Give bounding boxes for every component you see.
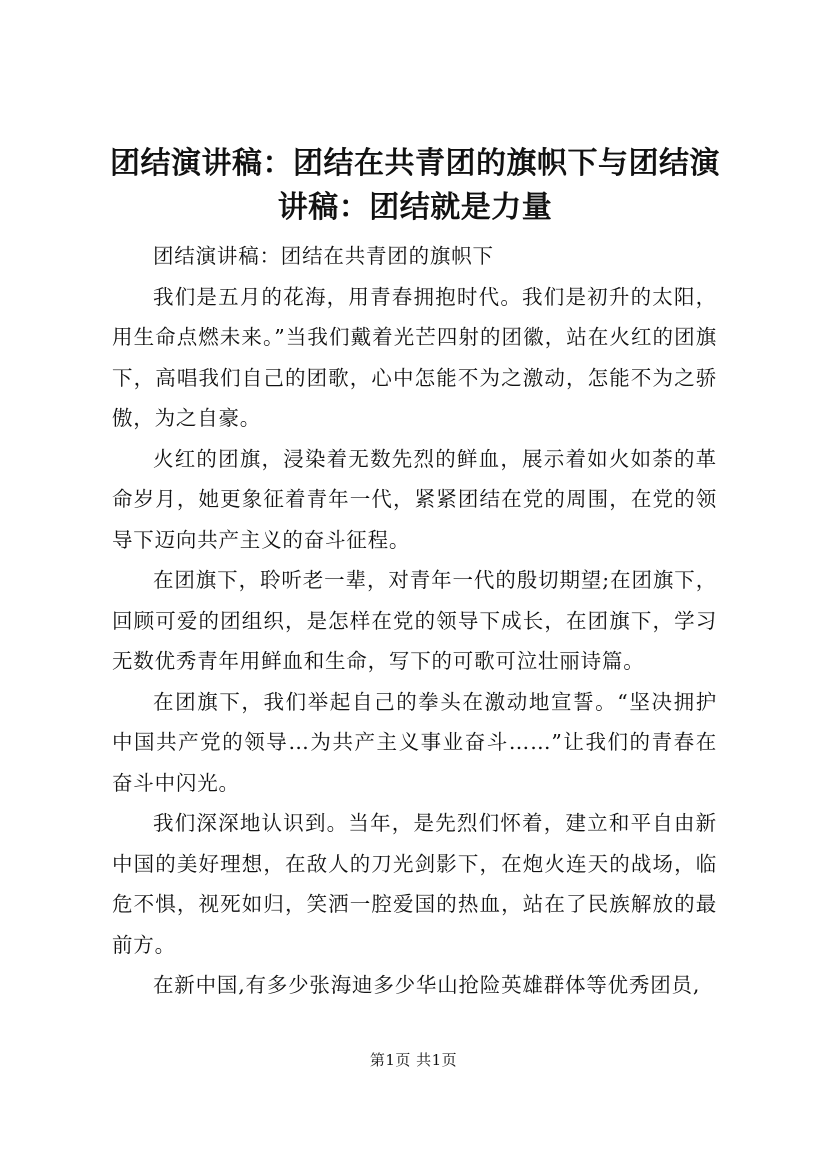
document-body: [112, 236, 717, 1006]
paragraph: 我们是五月的花海，用青春拥抱时代。我们是初升的太阳，用生命点燃未来。”当我们戴着光芒四射的团徽，站在火红的团旗下，高唱我们自己的团歌，心中怎能不为之激动，怎能不为之骄傲，为之自豪。: [112, 284, 717, 430]
page-footer: 第1页 共1页: [369, 1051, 458, 1069]
paragraph: 在团旗下，我们举起自己的拳头在激动地宣誓。“坚决拥护中国共产党的领导…为共产主义事业奋斗……”让我们的青春在奋斗中闪光。: [112, 689, 717, 795]
paragraph: 在新中国,有多少张海迪多少华山抢险英雄群体等优秀团员,: [153, 973, 701, 997]
paragraph-subtitle: 团结演讲稿：团结在共青团的旗帜下: [153, 244, 494, 268]
document-title: 团结演讲稿：团结在共青团的旗帜下与团结演讲稿：团结就是力量: [110, 146, 720, 225]
paragraph: 火红的团旗，浸染着无数先烈的鲜血，展示着如火如荼的革命岁月，她更象征着青年一代，紧紧团结在党的周围，在党的领导下迈向共产主义的奋斗征程。: [112, 446, 717, 552]
paragraph: 我们深深地认识到。当年，是先烈们怀着，建立和平自由新中国的美好理想，在敌人的刀光剑影下，在炮火连天的战场，临危不惧，视死如归，笑洒一腔爱国的热血，站在了民族解放的最前方。: [112, 811, 717, 957]
paragraph: 在团旗下，聆听老一辈，对青年一代的殷切期望;在团旗下，回顾可爱的团组织，是怎样在党的领导下成长，在团旗下，学习无数优秀青年用鲜血和生命，写下的可歌可泣壮丽诗篇。: [112, 568, 717, 673]
